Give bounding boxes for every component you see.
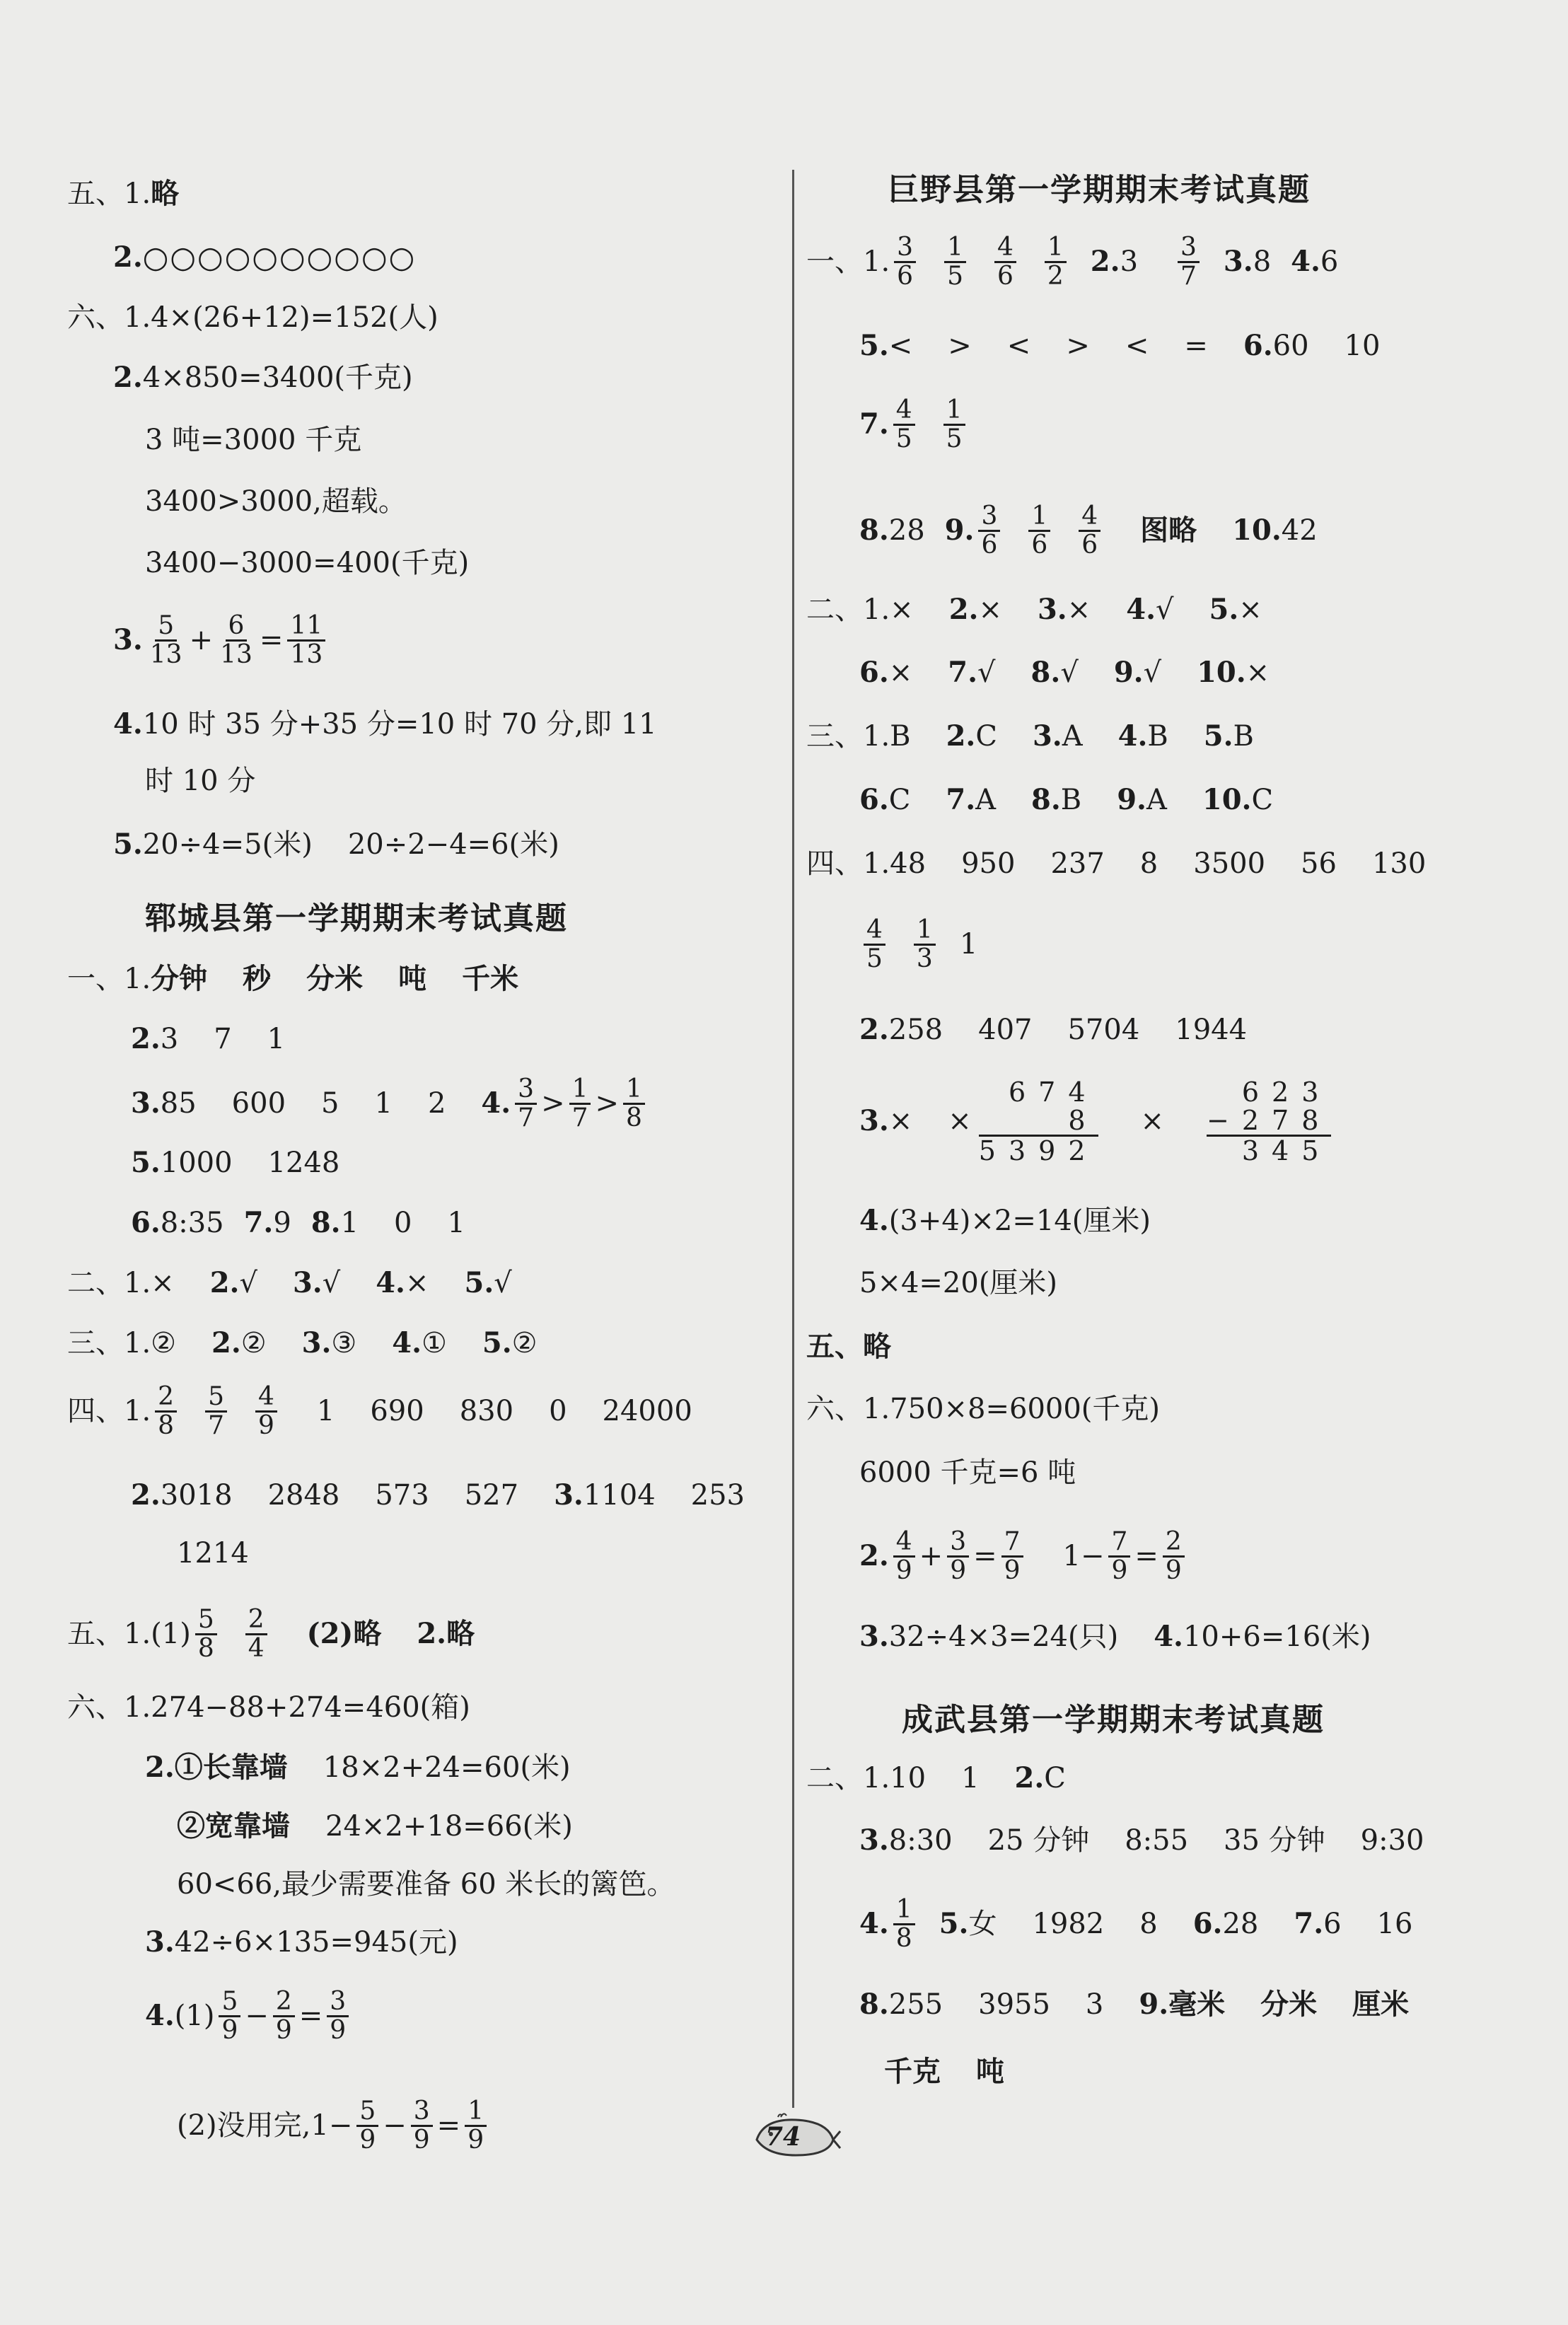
answer-line: (2)没用完,1− $\frac{5}{9}$ − $\frac{3}{9}$ = $\frac{1}{9}$ xyxy=(177,2090,491,2161)
fraction: 4 5 xyxy=(893,397,915,453)
fraction: 4 9 xyxy=(255,1384,277,1439)
column-divider xyxy=(792,170,794,2108)
fraction: $\frac{2}{9}$ xyxy=(1163,1529,1185,1584)
section-heading: 郓城县第一学期期末考试真题 xyxy=(145,900,568,937)
fraction: 3 7 xyxy=(1178,234,1200,290)
fraction: 3 7 xyxy=(515,1076,537,1132)
answer-line: 3. 42÷6×135=945(元) xyxy=(145,1925,458,1959)
fraction: $\frac{6}{13}$ xyxy=(220,610,252,669)
answer-line: 4. 1 8 5. 女 1982 8 6. 28 7. 6 16 xyxy=(859,1894,1413,1953)
answer-line: 3400>3000,超载。 xyxy=(145,485,407,518)
answer-line: 三、1. ② 2. ② 3. ③ 4. ① 5. ② xyxy=(67,1326,538,1359)
fraction: 1 8 xyxy=(893,1896,915,1952)
answer-line: 5. < > < > < = 6. 60 10 xyxy=(859,329,1381,362)
answer-line: 3. 5 13 + $\frac{6}{13}$ = $\frac{11}{13}$ xyxy=(113,608,330,672)
answer-line: 6. × 7. √ 8. √ 9. √ 10. × xyxy=(859,656,1270,689)
answer-line: 2. ①长靠墙 18×2+24=60(米) xyxy=(145,1751,571,1784)
answer-line: 5. 20÷4=5(米) 20÷2−4=6(米) xyxy=(113,828,559,861)
answer-line: 千克 吨 xyxy=(884,2055,1004,2088)
fraction: 5 8 xyxy=(195,1606,217,1662)
fraction: 1 8 xyxy=(623,1076,645,1132)
page-number: 74 xyxy=(765,2122,801,2152)
answer-line: 5×4=20(厘米) xyxy=(859,1267,1058,1299)
fraction: 4 9 xyxy=(893,1529,915,1584)
section-heading: 巨野县第一学期期末考试真题 xyxy=(888,172,1311,208)
answer-line: 2. 4 9 + $\frac{3}{9}$ = $\frac{7}{9}$ 1− $\frac{7}{9}$ = $\frac{2}{9}$ xyxy=(859,1521,1189,1591)
answer-line: 六、1. 4×(26+12)=152(人) xyxy=(67,301,439,334)
fraction: 1 6 xyxy=(1028,503,1050,559)
answer-line: 2. 4×850=3400(千克) xyxy=(113,361,413,394)
answer-line: ②宽靠墙 24×2+18=66(米) xyxy=(177,1809,573,1843)
fraction: 1 5 xyxy=(944,234,966,290)
fraction: 2 8 xyxy=(155,1384,177,1439)
answer-line: 8. 28 9. 3 6 1 6 4 6 图略 10. 42 xyxy=(859,501,1318,559)
answer-line: 60<66,最少需要准备 60 米长的篱笆。 xyxy=(177,1868,675,1901)
fraction: $\frac{5}{9}$ xyxy=(356,2098,378,2154)
fraction: 4 6 xyxy=(994,234,1016,290)
answer-line: 6000 千克=6 吨 xyxy=(859,1456,1076,1489)
fraction: 3 6 xyxy=(978,503,1000,559)
answer-line: 3. 8:30 25 分钟 8:55 35 分钟 9:30 xyxy=(859,1824,1424,1857)
fraction: 1 7 xyxy=(569,1076,591,1132)
answer-line: 1214 xyxy=(177,1537,249,1570)
answer-line: 3. 32÷4×3=24(只) 4. 10+6=16(米) xyxy=(859,1620,1371,1653)
answer-line: 一、1. 3 6 1 5 4 6 1 2 2. 3 3 7 3. 8 4. 6 xyxy=(806,232,1339,291)
answer-line: 5. 1000 1248 xyxy=(131,1146,340,1179)
answer-line: 2. 258 407 5704 1944 xyxy=(859,1013,1248,1046)
answer-line: 4. (3+4)×2=14(厘米) xyxy=(859,1204,1151,1237)
answer-line: 六、1. 750×8=6000(千克) xyxy=(806,1393,1161,1425)
answer-line: 四、1. 2 8 5 7 4 9 1 690 830 0 24000 xyxy=(67,1381,692,1440)
answer-line: 五、 略 xyxy=(806,1330,891,1363)
vertical-subtraction: 623 −278 345 xyxy=(1207,1076,1332,1166)
answer-line: 二、1. 10 1 2. C xyxy=(806,1761,1066,1795)
fraction: $\frac{11}{13}$ xyxy=(287,613,325,668)
fraction: $\frac{7}{9}$ xyxy=(1001,1529,1023,1584)
answer-line: 6. C 7. A 8. B 9. A 10. C xyxy=(859,783,1274,816)
answer-line: 2. ○○○○○○○○○○ xyxy=(113,240,417,274)
answer-line: 3 吨=3000 千克 xyxy=(145,424,362,456)
fraction: $\frac{1}{9}$ xyxy=(465,2098,487,2154)
fraction: 4 6 xyxy=(1079,503,1100,559)
fraction: 4 5 xyxy=(864,917,885,973)
fraction: 1 5 xyxy=(943,397,965,453)
vertical-multiplication: 674 8 5392 xyxy=(978,1076,1098,1166)
answer-line: 二、1. × 2. √ 3. √ 4. × 5. √ xyxy=(67,1266,512,1299)
answer-line: 二、1. × 2. × 3. × 4. √ 5. × xyxy=(806,593,1262,626)
answer-line: 五、1. (1) 5 8 2 4 (2)略 2. 略 xyxy=(67,1604,475,1663)
fraction: $\frac{7}{9}$ xyxy=(1108,1529,1130,1584)
answer-line: 2. 3 7 1 xyxy=(131,1022,286,1055)
answer-line: 7. 4 5 1 5 xyxy=(859,389,970,460)
answer-line: 六、1. 274−88+274=460(箱) xyxy=(67,1691,470,1724)
fraction: 3 6 xyxy=(894,234,916,290)
answer-line: 3. × × 674 8 5392 × 623 −278 345 xyxy=(859,1076,1332,1166)
section-heading: 成武县第一学期期末考试真题 xyxy=(902,1702,1325,1738)
answer-line: 4 5 1 3 1 xyxy=(859,909,977,980)
fraction: $\frac{3}{9}$ xyxy=(327,1988,349,2044)
fraction: $\frac{3}{9}$ xyxy=(411,2098,433,2154)
fraction: 1 2 xyxy=(1045,234,1067,290)
answer-line: 2. 3018 2848 573 527 3. 1104 253 xyxy=(131,1478,745,1512)
answer-line: 三、1. B 2. C 3. A 4. B 5. B xyxy=(806,719,1254,753)
answer-line: 4. 10 时 35 分+35 分=10 时 70 分,即 11 xyxy=(113,707,657,741)
fraction: $\frac{2}{9}$ xyxy=(273,1988,295,2044)
answer-line: 4. (1) 5 9 − $\frac{2}{9}$ = $\frac{3}{9}$ xyxy=(145,1981,353,2051)
fraction: 5 9 xyxy=(219,1988,240,2044)
answer-line: 四、1. 48 950 237 8 3500 56 130 xyxy=(806,847,1427,880)
answer-line: 五、1. 略 xyxy=(67,177,180,210)
answer-line: 8. 255 3955 3 9. 毫米 分米 厘米 xyxy=(859,1988,1410,2021)
fraction: $\frac{3}{9}$ xyxy=(947,1529,969,1584)
answer-line: 6. 8:35 7. 9 8. 1 0 1 xyxy=(131,1206,465,1239)
answer-line: 3. 85 600 5 1 2 4. 3 7 > 1 7 > 1 8 xyxy=(131,1068,649,1139)
fraction: 2 4 xyxy=(245,1606,267,1662)
answer-line: 时 10 分 xyxy=(145,765,256,797)
fraction: 5 7 xyxy=(205,1384,227,1439)
answer-line: 3400−3000=400(千克) xyxy=(145,547,470,579)
fraction: 1 3 xyxy=(914,917,936,973)
fraction: 5 13 xyxy=(149,610,182,669)
answer-line: 一、1. 分钟 秒 分米 吨 千米 xyxy=(67,962,519,995)
